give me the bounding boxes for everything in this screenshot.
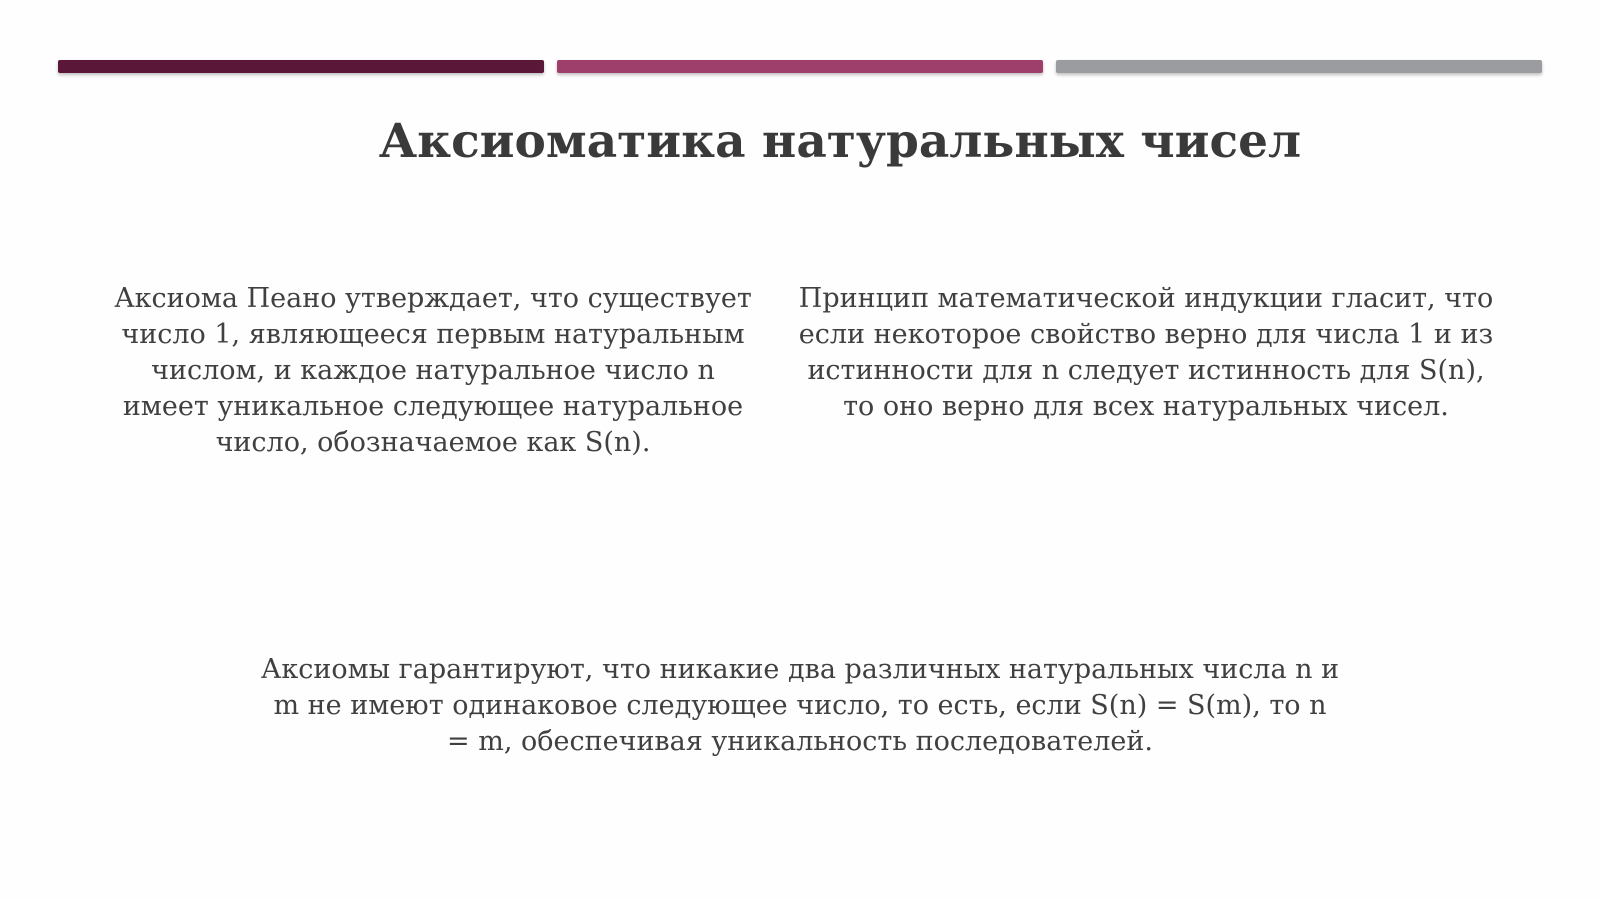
- slide-title: Аксиоматика натуральных чисел: [378, 114, 1302, 169]
- induction-principle-text: Принцип математической индукции гласит, что если некоторое свойство верно для числа 1 и из истинности для n следует истинность для S(n), то оно верно для всех натуральных чисел.: [798, 283, 1494, 422]
- accent-bar-gray: [1056, 60, 1542, 73]
- uniqueness-text: Аксиомы гарантируют, что никакие два различных натуральных числа n и m не имеют одинаковое следующее число, то есть, если S(n) = S(m), то n = m, обеспечивая уникальность последователей.: [260, 654, 1340, 757]
- peano-axiom-text: Аксиома Пеано утверждает, что существует число 1, являющееся первым натуральным числом, и каждое натуральное число n имеет уникальное следующее натуральное число, обозначаемое как S(n).: [114, 283, 752, 458]
- accent-bar-dark: [58, 60, 544, 73]
- accent-bar-magenta: [557, 60, 1043, 73]
